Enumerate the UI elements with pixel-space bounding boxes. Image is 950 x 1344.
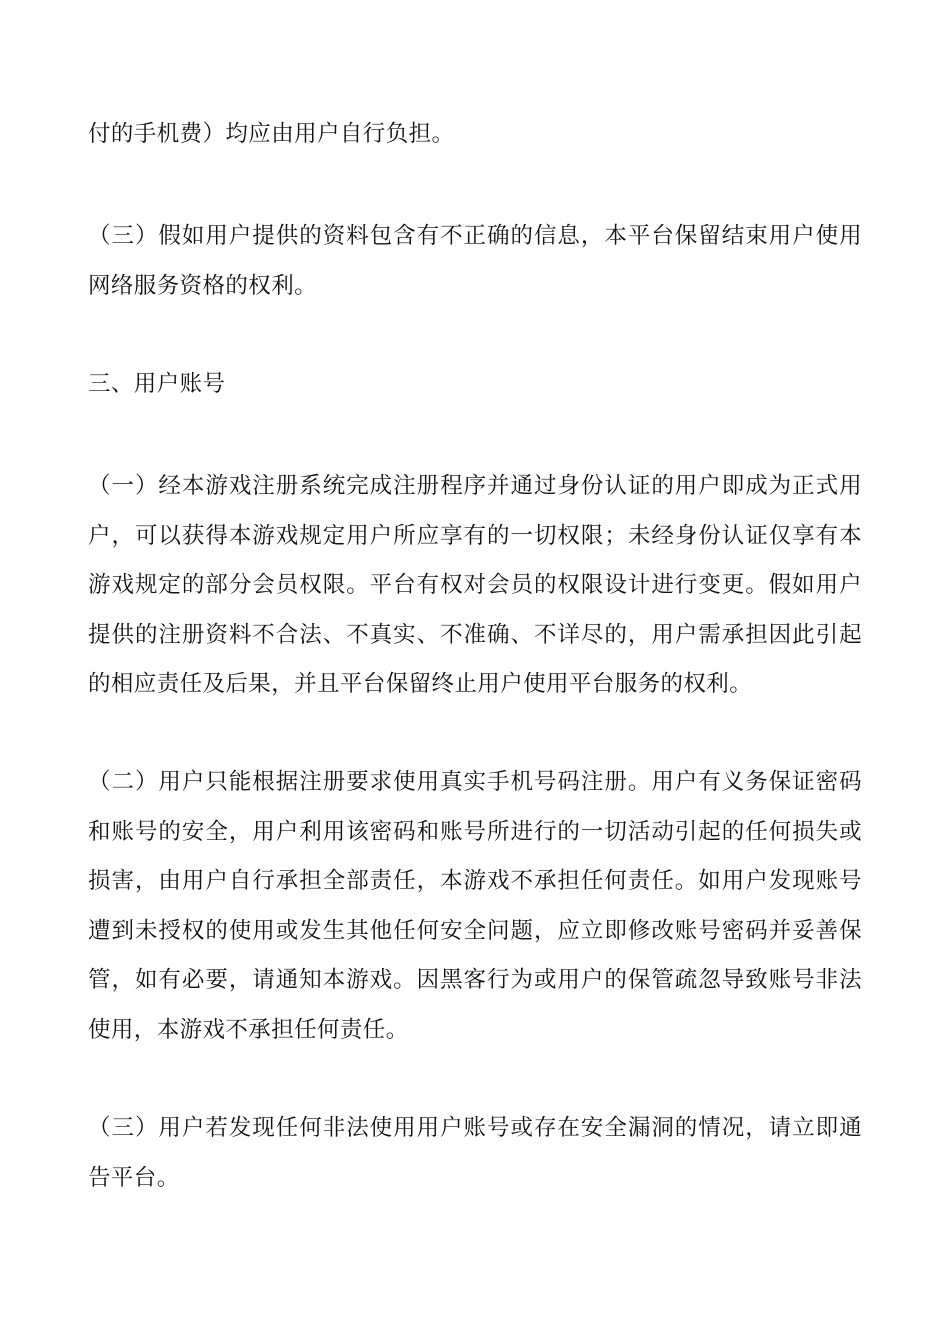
paragraph-incorrect-info-clause: （三）假如用户提供的资料包含有不正确的信息，本平台保留结束用户使用网络服务资格的权利。 bbox=[88, 223, 862, 299]
section-heading-user-account: 三、用户账号 bbox=[88, 371, 226, 397]
paragraph-account-clause-2: （二）用户只能根据注册要求使用真实手机号码注册。用户有义务保证密码和账号的安全，用户利用该密码和账号所进行的一切活动引起的任何损失或损害，由用户自行承担全部责任，本游戏不承担任何责任。如用户发现账号遭到未授权的使用或发生其他任何安全问题，应立即修改账号密码并妥善保管，如有必要，请通知本游戏。因黑客行为或用户的保管疏忽导致账号非法使用，本游戏不承担任何责任。 bbox=[88, 769, 862, 1043]
paragraph-fee-responsibility: 付的手机费）均应由用户自行负担。 bbox=[88, 121, 455, 147]
paragraph-account-clause-1: （一）经本游戏注册系统完成注册程序并通过身份认证的用户即成为正式用户，可以获得本游戏规定用户所应享有的一切权限；未经身份认证仅享有本游戏规定的部分会员权限。平台有权对会员的权限设计进行变更。假如用户提供的注册资料不合法、不真实、不准确、不详尽的，用户需承担因此引起的相应责任及后果，并且平台保留终止用户使用平台服务的权利。 bbox=[88, 473, 862, 697]
paragraph-account-clause-3: （三）用户若发现任何非法使用用户账号或存在安全漏洞的情况，请立即通告平台。 bbox=[88, 1115, 862, 1191]
